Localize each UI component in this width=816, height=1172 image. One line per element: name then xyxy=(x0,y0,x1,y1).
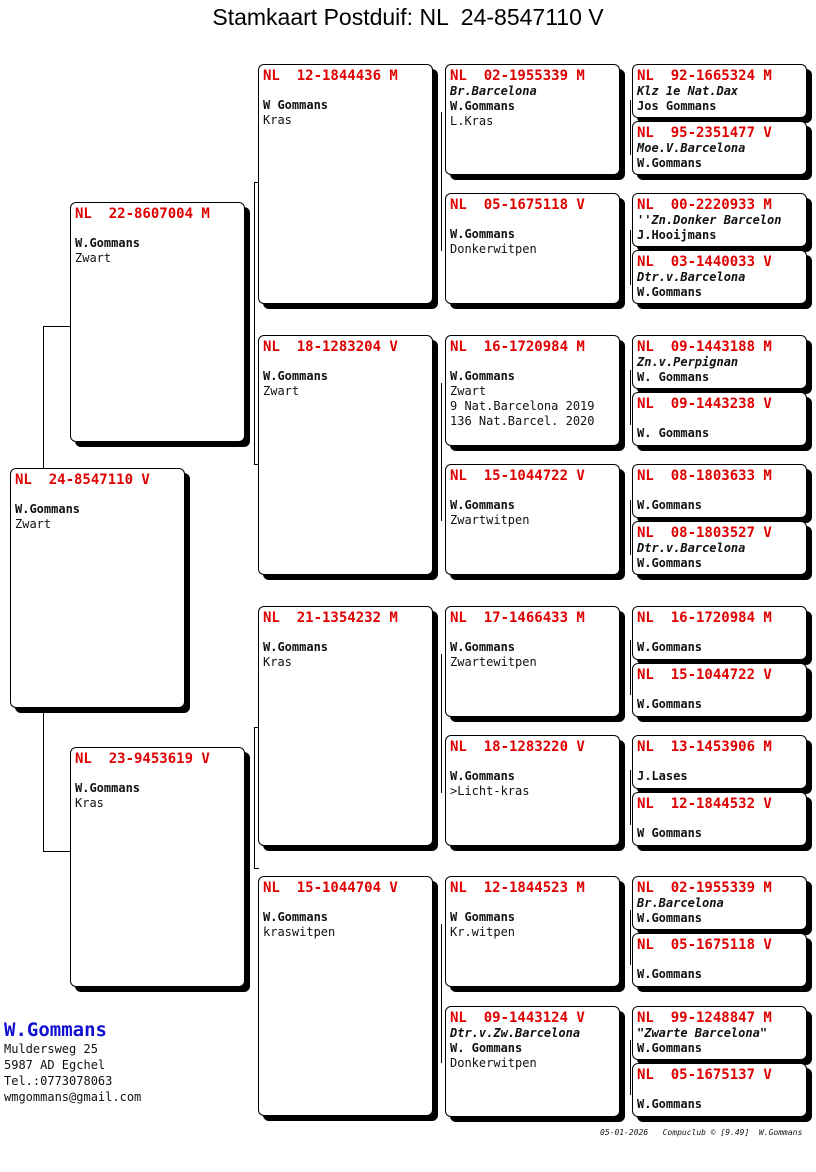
spacer xyxy=(15,488,180,502)
breeder-name: W.Gommans xyxy=(637,967,703,981)
pigeon-card-gen4[interactable] xyxy=(632,876,807,930)
spacer xyxy=(75,767,240,781)
pigeon-card-great-grandparent[interactable] xyxy=(445,735,620,846)
pigeon-name: "Zwarte Barcelona" xyxy=(637,1026,768,1040)
spacer xyxy=(450,355,615,369)
pigeon-detail: Zwart xyxy=(15,517,52,531)
pigeon-detail: Kras xyxy=(263,113,292,127)
pigeon-card-gen4[interactable] xyxy=(632,464,807,518)
breeder-name: W.Gommans xyxy=(637,498,703,512)
ring-number: NL 99-1248847 M xyxy=(637,1010,772,1026)
connector-line xyxy=(630,910,631,965)
breeder-name: W.Gommans xyxy=(450,227,516,241)
ring-number: NL 05-1675137 V xyxy=(637,1067,772,1083)
spacer xyxy=(450,896,615,910)
owner-info xyxy=(4,1019,141,1105)
connector-line xyxy=(630,770,631,825)
spacer xyxy=(450,755,615,769)
ring-number: NL 05-1675118 V xyxy=(450,197,585,213)
connector-line xyxy=(441,112,442,251)
breeder-name: W.Gommans xyxy=(637,556,703,570)
pigeon-detail: kraswitpen xyxy=(263,925,336,939)
pigeon-detail: L.Kras xyxy=(450,114,494,128)
pigeon-card-grandparent[interactable] xyxy=(258,876,433,1116)
spacer xyxy=(450,484,615,498)
breeder-name: W.Gommans xyxy=(450,640,516,654)
ring-number: NL 95-2351477 V xyxy=(637,125,772,141)
pigeon-card-sire[interactable] xyxy=(70,202,245,442)
spacer xyxy=(637,683,802,697)
ring-number: NL 16-1720984 M xyxy=(637,610,772,626)
breeder-name: W.Gommans xyxy=(263,369,329,383)
pigeon-card-great-grandparent[interactable] xyxy=(445,64,620,175)
pigeon-card-subject[interactable] xyxy=(10,468,185,708)
ring-number: NL 02-1955339 M xyxy=(450,68,585,84)
pigeon-detail: Zwart xyxy=(75,251,112,265)
pigeon-card-gen4[interactable] xyxy=(632,663,807,717)
spacer xyxy=(637,812,802,826)
breeder-name: W.Gommans xyxy=(15,502,81,516)
pigeon-detail: Donkerwitpen xyxy=(450,242,537,256)
ring-number: NL 13-1453906 M xyxy=(637,739,772,755)
owner-street: Muldersweg 25 xyxy=(4,1042,98,1056)
spacer xyxy=(263,355,428,369)
connector-line xyxy=(630,370,631,425)
pigeon-card-gen4[interactable] xyxy=(632,735,807,789)
breeder-name: W.Gommans xyxy=(637,156,703,170)
breeder-name: W. Gommans xyxy=(450,1041,523,1055)
pigeon-card-gen4[interactable] xyxy=(632,606,807,660)
pigeon-card-grandparent[interactable] xyxy=(258,335,433,575)
pigeon-card-gen4[interactable] xyxy=(632,250,807,304)
pigeon-card-grandparent[interactable] xyxy=(258,606,433,846)
breeder-name: Jos Gommans xyxy=(637,99,717,113)
pigeon-card-great-grandparent[interactable] xyxy=(445,606,620,717)
pigeon-name: Dtr.v.Zw.Barcelona xyxy=(450,1026,581,1040)
ring-number: NL 15-1044722 V xyxy=(637,667,772,683)
ring-number: NL 18-1283204 V xyxy=(263,339,398,355)
ring-number: NL 00-2220933 M xyxy=(637,197,772,213)
pigeon-name: Br.Barcelona xyxy=(637,896,724,910)
pigeon-detail: 9 Nat.Barcelona 2019 xyxy=(450,399,595,413)
breeder-name: W.Gommans xyxy=(450,769,516,783)
pigeon-detail: >Licht-kras xyxy=(450,784,530,798)
pigeon-card-gen4[interactable] xyxy=(632,335,807,389)
ring-number: NL 22-8607004 M xyxy=(75,206,210,222)
spacer xyxy=(263,84,428,98)
footer-credits: 05-01-2026 Compuclub © [9.49] W.Gommans xyxy=(600,1128,803,1137)
pigeon-name: Dtr.v.Barcelona xyxy=(637,270,746,284)
breeder-name: W.Gommans xyxy=(637,1041,703,1055)
owner-name: W.Gommans xyxy=(4,1019,107,1041)
ring-number: NL 24-8547110 V xyxy=(15,472,150,488)
breeder-name: W. Gommans xyxy=(637,370,710,384)
spacer xyxy=(75,222,240,236)
breeder-name: W.Gommans xyxy=(75,236,141,250)
connector-line xyxy=(630,230,631,285)
ring-number: NL 21-1354232 M xyxy=(263,610,398,626)
pigeon-detail: Zwart xyxy=(450,384,487,398)
connector-line xyxy=(630,500,631,555)
breeder-name: W.Gommans xyxy=(637,285,703,299)
page-title: Stamkaart Postduif: NL 24-8547110 V xyxy=(212,4,604,30)
pigeon-card-great-grandparent[interactable] xyxy=(445,464,620,575)
connector-line xyxy=(441,924,442,1063)
owner-email[interactable]: wmgommans@gmail.com xyxy=(4,1090,142,1104)
breeder-name: W Gommans xyxy=(450,910,516,924)
pigeon-card-dam[interactable] xyxy=(70,747,245,987)
spacer xyxy=(637,1083,802,1097)
pigeon-card-gen4[interactable] xyxy=(632,933,807,987)
ring-number: NL 12-1844436 M xyxy=(263,68,398,84)
pigeon-card-grandparent[interactable] xyxy=(258,64,433,304)
breeder-name: W.Gommans xyxy=(637,1097,703,1111)
connector-line xyxy=(254,727,255,868)
pigeon-detail: Kras xyxy=(75,796,104,810)
breeder-name: W.Gommans xyxy=(75,781,141,795)
breeder-name: W.Gommans xyxy=(637,697,703,711)
connector-line xyxy=(441,654,442,793)
ring-number: NL 03-1440033 V xyxy=(637,254,772,270)
spacer xyxy=(637,755,802,769)
spacer xyxy=(450,626,615,640)
pigeon-card-gen4[interactable] xyxy=(632,121,807,175)
ring-number: NL 09-1443238 V xyxy=(637,396,772,412)
ring-number: NL 08-1803527 V xyxy=(637,525,772,541)
pigeon-card-gen4[interactable] xyxy=(632,193,807,247)
pigeon-detail: Kras xyxy=(263,655,292,669)
breeder-name: W.Gommans xyxy=(263,910,329,924)
breeder-name: W Gommans xyxy=(637,826,703,840)
pigeon-card-great-grandparent[interactable] xyxy=(445,876,620,987)
breeder-name: W. Gommans xyxy=(637,426,710,440)
ring-number: NL 18-1283220 V xyxy=(450,739,585,755)
pigeon-detail: Donkerwitpen xyxy=(450,1056,537,1070)
connector-line xyxy=(630,100,631,155)
spacer xyxy=(263,626,428,640)
breeder-name: J.Hooijmans xyxy=(637,228,717,242)
spacer xyxy=(450,213,615,227)
breeder-name: W.Gommans xyxy=(450,369,516,383)
breeder-name: W.Gommans xyxy=(450,99,516,113)
breeder-name: W.Gommans xyxy=(637,640,703,654)
ring-number: NL 15-1044722 V xyxy=(450,468,585,484)
pigeon-detail: Zwart xyxy=(263,384,300,398)
connector-line xyxy=(630,640,631,695)
owner-phone: Tel.:0773078063 xyxy=(4,1074,113,1088)
pigeon-detail: Zwartwitpen xyxy=(450,513,530,527)
pigeon-detail: Zwartewitpen xyxy=(450,655,537,669)
breeder-name: W.Gommans xyxy=(263,640,329,654)
breeder-name: W.Gommans xyxy=(450,498,516,512)
ring-number: NL 09-1443124 V xyxy=(450,1010,585,1026)
pigeon-card-gen4[interactable] xyxy=(632,1063,807,1117)
spacer xyxy=(637,626,802,640)
ring-number: NL 09-1443188 M xyxy=(637,339,772,355)
pigeon-card-gen4[interactable] xyxy=(632,392,807,446)
owner-city: 5987 AD Egchel xyxy=(4,1058,106,1072)
pigeon-card-great-grandparent[interactable] xyxy=(445,335,620,446)
ring-number: NL 15-1044704 V xyxy=(263,880,398,896)
pigeon-name: Moe.V.Barcelona xyxy=(637,141,746,155)
pigeon-card-gen4[interactable] xyxy=(632,792,807,846)
pigeon-card-gen4[interactable] xyxy=(632,64,807,118)
ring-number: NL 23-9453619 V xyxy=(75,751,210,767)
ring-number: NL 92-1665324 M xyxy=(637,68,772,84)
connector-line xyxy=(441,383,442,521)
pigeon-card-great-grandparent[interactable] xyxy=(445,1006,620,1117)
connector-line xyxy=(254,868,259,869)
pigeon-card-gen4[interactable] xyxy=(632,521,807,575)
pigeon-card-gen4[interactable] xyxy=(632,1006,807,1060)
pigeon-name: Dtr.v.Barcelona xyxy=(637,541,746,555)
spacer xyxy=(637,412,802,426)
ring-number: NL 12-1844532 V xyxy=(637,796,772,812)
spacer xyxy=(637,484,802,498)
pigeon-name: ''Zn.Donker Barcelon xyxy=(637,213,782,227)
breeder-name: J.Lases xyxy=(637,769,688,783)
connector-line xyxy=(254,182,255,464)
connector-line xyxy=(630,1040,631,1095)
ring-number: NL 16-1720984 M xyxy=(450,339,585,355)
ring-number: NL 12-1844523 M xyxy=(450,880,585,896)
ring-number: NL 02-1955339 M xyxy=(637,880,772,896)
ring-number: NL 08-1803633 M xyxy=(637,468,772,484)
pigeon-detail: Kr.witpen xyxy=(450,925,516,939)
ring-number: NL 17-1466433 M xyxy=(450,610,585,626)
pigeon-name: Zn.v.Perpignan xyxy=(637,355,739,369)
spacer xyxy=(637,953,802,967)
pigeon-detail: 136 Nat.Barcel. 2020 xyxy=(450,414,595,428)
pigeon-name: Klz 1e Nat.Dax xyxy=(637,84,739,98)
breeder-name: W Gommans xyxy=(263,98,329,112)
breeder-name: W.Gommans xyxy=(637,911,703,925)
spacer xyxy=(263,896,428,910)
connector-line xyxy=(43,851,71,852)
ring-number: NL 05-1675118 V xyxy=(637,937,772,953)
pigeon-name: Br.Barcelona xyxy=(450,84,537,98)
connector-line xyxy=(43,326,71,327)
pigeon-card-great-grandparent[interactable] xyxy=(445,193,620,304)
